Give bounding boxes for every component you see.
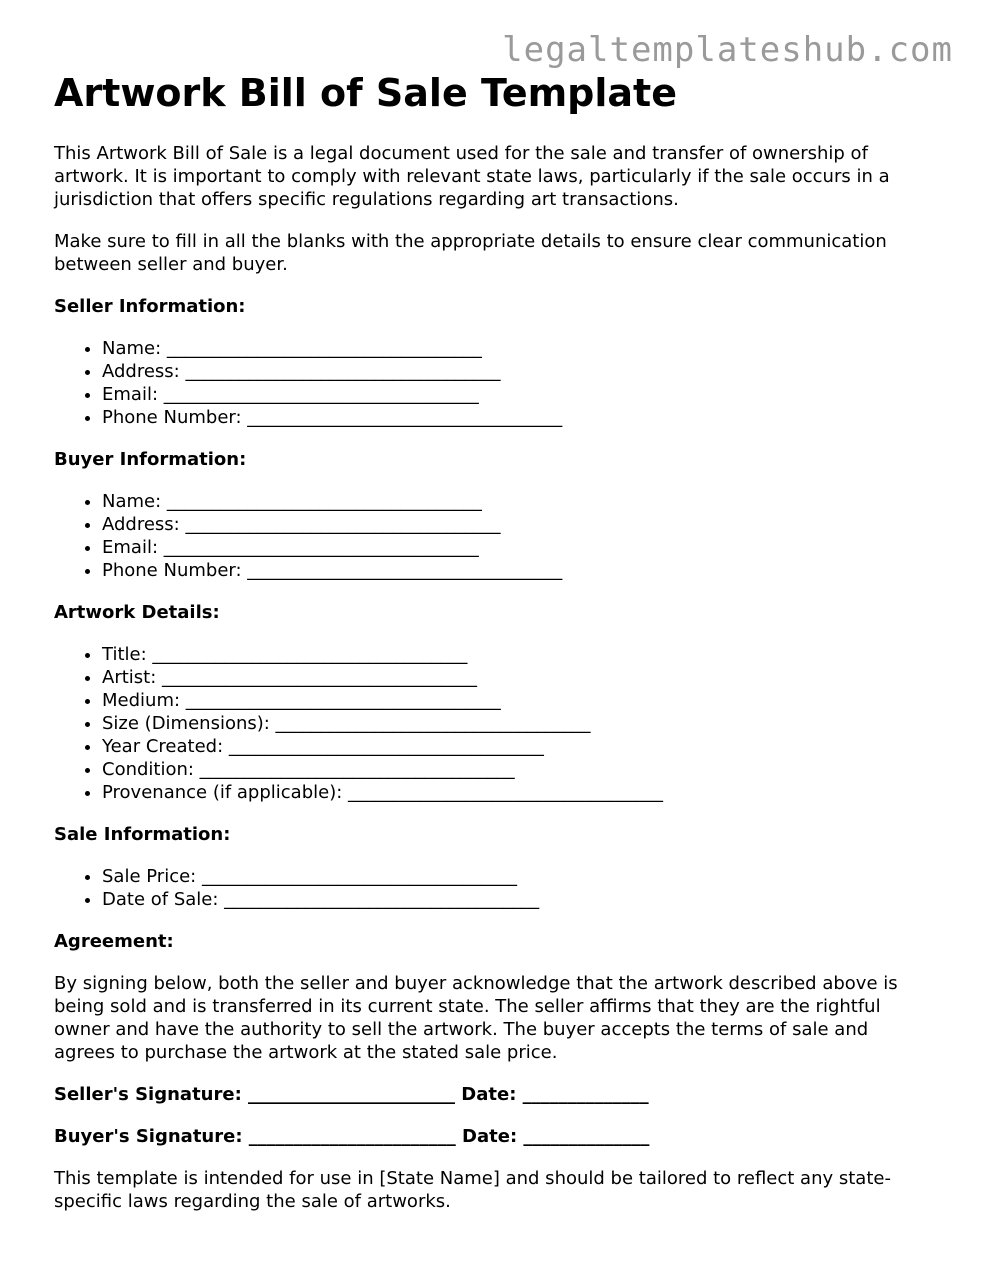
document-body — [54, 70, 934, 1213]
artwork-artist-field: • Artist: ___________________________________ — [102, 666, 934, 689]
footer-note: This template is intended for use in [State Name] and should be tailored to reflect any state-specific laws regarding the sale of artworks. — [54, 1168, 891, 1212]
buyer-list — [54, 490, 934, 582]
artwork-provenance-field: • Provenance (if applicable): ___________________________________ — [102, 781, 934, 804]
sale-heading: Sale Information: — [54, 824, 231, 845]
buyer-address-field: • Address: ___________________________________ — [102, 513, 934, 536]
buyer-heading: Buyer Information: — [54, 449, 247, 470]
artwork-size-field: • Size (Dimensions): ___________________________________ — [102, 712, 934, 735]
buyer-signature-line: Buyer's Signature: _______________________ Date: ______________ — [54, 1126, 650, 1147]
buyer-name-field: • Name: ___________________________________ — [102, 490, 934, 513]
artwork-year-field: • Year Created: ___________________________________ — [102, 735, 934, 758]
seller-list — [54, 337, 934, 429]
artwork-list — [54, 643, 934, 804]
sale-price-field: • Sale Price: ___________________________________ — [102, 865, 934, 888]
artwork-medium-field: • Medium: ___________________________________ — [102, 689, 934, 712]
agreement-heading: Agreement: — [54, 931, 174, 952]
instructions-paragraph: Make sure to fill in all the blanks with the appropriate details to ensure clear communication between seller and buyer. — [54, 231, 887, 275]
artwork-title-field: • Title: ___________________________________ — [102, 643, 934, 666]
seller-name-field: • Name: ___________________________________ — [102, 337, 934, 360]
buyer-email-field: • Email: ___________________________________ — [102, 536, 934, 559]
artwork-condition-field: • Condition: ___________________________________ — [102, 758, 934, 781]
intro-paragraph: This Artwork Bill of Sale is a legal document used for the sale and transfer of ownership of artwork. It is important to comply with relevant state laws, particularly if the sale occurs in a jurisdiction that offers specific regulations regarding art transactions. — [54, 143, 890, 210]
seller-phone-field: • Phone Number: ___________________________________ — [102, 406, 934, 429]
seller-heading: Seller Information: — [54, 296, 246, 317]
sale-list — [54, 865, 934, 911]
sale-date-field: • Date of Sale: ___________________________________ — [102, 888, 934, 911]
seller-email-field: • Email: ___________________________________ — [102, 383, 934, 406]
agreement-paragraph: By signing below, both the seller and buyer acknowledge that the artwork described above is being sold and is transferred in its current state. The seller affirms that they are the rightful owner and have the authority to sell the artwork. The buyer accepts the terms of sale and agrees to purchase the artwork at the stated sale price. — [54, 973, 898, 1063]
buyer-phone-field: • Phone Number: ___________________________________ — [102, 559, 934, 582]
artwork-heading: Artwork Details: — [54, 602, 220, 623]
watermark: legaltemplateshub.com — [502, 30, 953, 70]
seller-address-field: • Address: ___________________________________ — [102, 360, 934, 383]
seller-signature-line: Seller's Signature: _______________________ Date: ______________ — [54, 1084, 649, 1105]
page-title: Artwork Bill of Sale Template — [54, 71, 677, 115]
